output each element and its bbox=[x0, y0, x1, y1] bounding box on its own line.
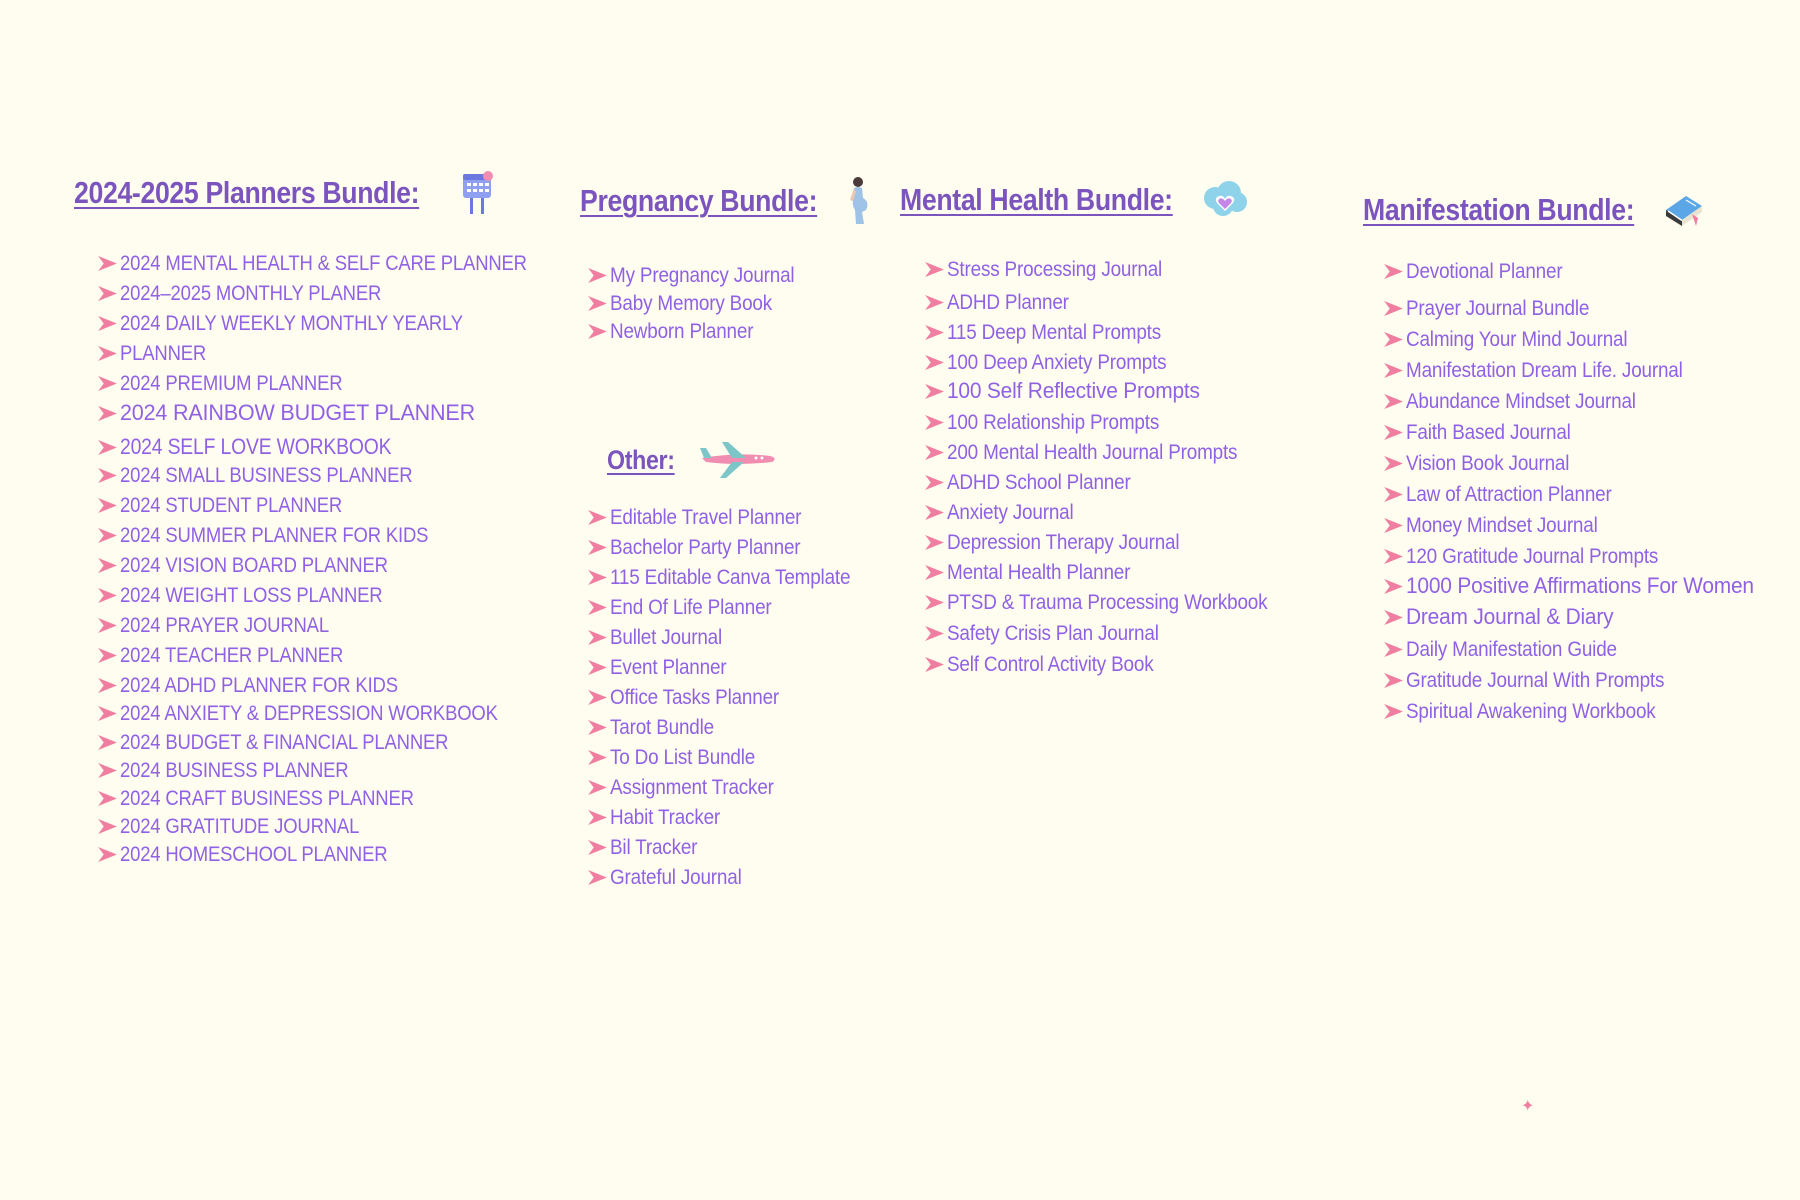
list-item: To Do List Bundle bbox=[588, 746, 877, 776]
other-heading bbox=[607, 440, 877, 480]
arrow-bullet-icon bbox=[588, 750, 607, 765]
arrow-bullet-icon bbox=[98, 618, 117, 633]
arrow-bullet-icon bbox=[588, 510, 607, 525]
list-item: Tarot Bundle bbox=[588, 716, 877, 746]
list-item: Daily Manifestation Guide bbox=[1384, 638, 1772, 669]
arrow-bullet-icon bbox=[98, 847, 117, 862]
list-item: 1000 Positive Affirmations For Women bbox=[1384, 573, 1772, 604]
list-item: Office Tasks Planner bbox=[588, 686, 877, 716]
list-item: Stress Processing Journal bbox=[925, 258, 1303, 291]
arrow-bullet-icon bbox=[98, 498, 117, 513]
list-item: 2024 PRAYER JOURNAL bbox=[98, 614, 582, 644]
arrow-bullet-icon bbox=[588, 324, 607, 339]
list-item: 115 Editable Canva Template bbox=[588, 566, 877, 596]
manifestation-bundle-heading bbox=[1363, 190, 1772, 230]
arrow-bullet-icon bbox=[588, 690, 607, 705]
list-item: Bullet Journal bbox=[588, 626, 877, 656]
list-item: Habit Tracker bbox=[588, 806, 877, 836]
sparkle-icon: ✦ bbox=[1521, 1098, 1535, 1115]
arrow-bullet-icon bbox=[1384, 610, 1403, 625]
arrow-bullet-icon bbox=[1384, 394, 1403, 409]
arrow-bullet-icon bbox=[588, 810, 607, 825]
list-item: Prayer Journal Bundle bbox=[1384, 297, 1772, 328]
arrow-bullet-icon bbox=[1384, 487, 1403, 502]
arrow-bullet-icon bbox=[1384, 579, 1403, 594]
list-item: 2024 VISION BOARD PLANNER bbox=[98, 554, 582, 584]
list-item: 100 Relationship Prompts bbox=[925, 411, 1303, 441]
list-item: 2024 SELF LOVE WORKBOOK bbox=[98, 434, 582, 464]
arrow-bullet-icon bbox=[588, 840, 607, 855]
arrow-bullet-icon bbox=[588, 296, 607, 311]
arrow-bullet-icon bbox=[98, 706, 117, 721]
list-item: Vision Book Journal bbox=[1384, 452, 1772, 483]
list-item: PLANNER bbox=[98, 342, 582, 372]
manifestation-bundle-list bbox=[1384, 260, 1772, 731]
list-item: 2024 DAILY WEEKLY MONTHLY YEARLY bbox=[98, 312, 582, 342]
arrow-bullet-icon bbox=[98, 316, 117, 331]
list-item: Calming Your Mind Journal bbox=[1384, 328, 1772, 359]
list-item: Manifestation Dream Life. Journal bbox=[1384, 359, 1772, 390]
arrow-bullet-icon bbox=[925, 384, 944, 399]
arrow-bullet-icon bbox=[925, 415, 944, 430]
pregnancy-bundle-section bbox=[580, 176, 872, 348]
arrow-bullet-icon bbox=[98, 468, 117, 483]
list-item: 100 Deep Anxiety Prompts bbox=[925, 351, 1303, 378]
list-item: 100 Self Reflective Prompts bbox=[925, 378, 1303, 411]
arrow-bullet-icon bbox=[925, 565, 944, 580]
planners-bundle-heading bbox=[74, 170, 582, 216]
arrow-bullet-icon bbox=[1384, 549, 1403, 564]
list-item: Devotional Planner bbox=[1384, 260, 1772, 297]
arrow-bullet-icon bbox=[925, 475, 944, 490]
arrow-bullet-icon bbox=[98, 819, 117, 834]
list-item: Bil Tracker bbox=[588, 836, 877, 866]
manifestation-bundle-section bbox=[1363, 190, 1772, 731]
list-item: 2024 GRATITUDE JOURNAL bbox=[98, 815, 582, 843]
arrow-bullet-icon bbox=[588, 630, 607, 645]
list-item: Baby Memory Book bbox=[588, 292, 872, 320]
planners-bundle-title: 2024-2025 Planners Bundle: bbox=[74, 175, 420, 210]
book-icon bbox=[1662, 190, 1706, 230]
arrow-bullet-icon bbox=[588, 870, 607, 885]
list-item: My Pregnancy Journal bbox=[588, 264, 872, 292]
arrow-bullet-icon bbox=[1384, 642, 1403, 657]
list-item: Faith Based Journal bbox=[1384, 421, 1772, 452]
list-item: 2024 TEACHER PLANNER bbox=[98, 644, 582, 674]
arrow-bullet-icon bbox=[1384, 301, 1403, 316]
arrow-bullet-icon bbox=[98, 648, 117, 663]
list-item: 2024 SMALL BUSINESS PLANNER bbox=[98, 464, 582, 494]
arrow-bullet-icon bbox=[925, 535, 944, 550]
list-item: 2024 HOMESCHOOL PLANNER bbox=[98, 843, 582, 871]
arrow-bullet-icon bbox=[98, 376, 117, 391]
list-item: 2024 ADHD PLANNER FOR KIDS bbox=[98, 674, 582, 702]
arrow-bullet-icon bbox=[588, 268, 607, 283]
arrow-bullet-icon bbox=[1384, 363, 1403, 378]
list-item: 2024 ANXIETY & DEPRESSION WORKBOOK bbox=[98, 702, 582, 731]
arrow-bullet-icon bbox=[588, 570, 607, 585]
list-item: 120 Gratitude Journal Prompts bbox=[1384, 545, 1772, 573]
list-item: 2024 RAINBOW BUDGET PLANNER bbox=[98, 400, 582, 434]
list-item: Self Control Activity Book bbox=[925, 653, 1303, 683]
list-item: Law of Attraction Planner bbox=[1384, 483, 1772, 514]
list-item: Grateful Journal bbox=[588, 866, 877, 896]
arrow-bullet-icon bbox=[98, 791, 117, 806]
planners-bundle-section bbox=[74, 170, 582, 871]
list-item: Editable Travel Planner bbox=[588, 506, 877, 536]
list-item: PTSD & Trauma Processing Workbook bbox=[925, 591, 1303, 622]
arrow-bullet-icon bbox=[98, 763, 117, 778]
airplane-icon bbox=[698, 440, 778, 480]
planner-stand-icon bbox=[461, 170, 495, 216]
list-item: Money Mindset Journal bbox=[1384, 514, 1772, 545]
list-item: Abundance Mindset Journal bbox=[1384, 390, 1772, 421]
arrow-bullet-icon bbox=[98, 346, 117, 361]
arrow-bullet-icon bbox=[98, 440, 117, 455]
pregnancy-bundle-heading bbox=[580, 176, 872, 226]
arrow-bullet-icon bbox=[588, 600, 607, 615]
arrow-bullet-icon bbox=[1384, 425, 1403, 440]
arrow-bullet-icon bbox=[588, 720, 607, 735]
arrow-bullet-icon bbox=[98, 678, 117, 693]
manifestation-bundle-title: Manifestation Bundle: bbox=[1363, 192, 1635, 227]
arrow-bullet-icon bbox=[98, 735, 117, 750]
list-item: Gratitude Journal With Prompts bbox=[1384, 669, 1772, 700]
list-item: Dream Journal & Diary bbox=[1384, 604, 1772, 638]
arrow-bullet-icon bbox=[588, 540, 607, 555]
mental-health-bundle-section bbox=[900, 180, 1303, 683]
mental-health-bundle-list bbox=[925, 258, 1303, 683]
list-item: Depression Therapy Journal bbox=[925, 531, 1303, 561]
arrow-bullet-icon bbox=[925, 355, 944, 370]
arrow-bullet-icon bbox=[1384, 456, 1403, 471]
list-item: Anxiety Journal bbox=[925, 501, 1303, 531]
arrow-bullet-icon bbox=[925, 445, 944, 460]
heart-cloud-icon bbox=[1199, 180, 1249, 220]
list-item: ADHD Planner bbox=[925, 291, 1303, 321]
arrow-bullet-icon bbox=[1384, 264, 1403, 279]
arrow-bullet-icon bbox=[98, 558, 117, 573]
list-item: 2024 PREMIUM PLANNER bbox=[98, 372, 582, 400]
list-item: ADHD School Planner bbox=[925, 471, 1303, 501]
arrow-bullet-icon bbox=[925, 626, 944, 641]
arrow-bullet-icon bbox=[98, 256, 117, 271]
arrow-bullet-icon bbox=[1384, 704, 1403, 719]
list-item: Bachelor Party Planner bbox=[588, 536, 877, 566]
list-item: 2024 CRAFT BUSINESS PLANNER bbox=[98, 787, 582, 815]
list-item: 2024–2025 MONTHLY PLANER bbox=[98, 282, 582, 312]
list-item: Event Planner bbox=[588, 656, 877, 686]
arrow-bullet-icon bbox=[925, 657, 944, 672]
other-title: Other: bbox=[607, 444, 675, 475]
other-list bbox=[588, 506, 877, 896]
list-item: End Of Life Planner bbox=[588, 596, 877, 626]
list-item: 200 Mental Health Journal Prompts bbox=[925, 441, 1303, 471]
other-section bbox=[607, 440, 877, 896]
list-item: 2024 WEIGHT LOSS PLANNER bbox=[98, 584, 582, 614]
arrow-bullet-icon bbox=[98, 588, 117, 603]
mental-health-bundle-title: Mental Health Bundle: bbox=[900, 182, 1173, 217]
pregnancy-bundle-list bbox=[588, 264, 872, 348]
arrow-bullet-icon bbox=[588, 660, 607, 675]
pregnant-woman-icon bbox=[846, 176, 872, 226]
arrow-bullet-icon bbox=[98, 406, 117, 421]
arrow-bullet-icon bbox=[1384, 332, 1403, 347]
arrow-bullet-icon bbox=[588, 780, 607, 795]
arrow-bullet-icon bbox=[925, 505, 944, 520]
list-item: 2024 MENTAL HEALTH & SELF CARE PLANNER bbox=[98, 252, 582, 282]
arrow-bullet-icon bbox=[1384, 673, 1403, 688]
list-item: Safety Crisis Plan Journal bbox=[925, 622, 1303, 653]
mental-health-bundle-heading bbox=[900, 180, 1303, 220]
list-item: 2024 BUDGET & FINANCIAL PLANNER bbox=[98, 731, 582, 759]
arrow-bullet-icon bbox=[925, 262, 944, 277]
arrow-bullet-icon bbox=[98, 286, 117, 301]
list-item: 115 Deep Mental Prompts bbox=[925, 321, 1303, 351]
planners-bundle-list bbox=[98, 252, 582, 871]
list-item: 2024 BUSINESS PLANNER bbox=[98, 759, 582, 787]
arrow-bullet-icon bbox=[925, 325, 944, 340]
list-item: Newborn Planner bbox=[588, 320, 872, 348]
arrow-bullet-icon bbox=[1384, 518, 1403, 533]
arrow-bullet-icon bbox=[98, 528, 117, 543]
list-item: Spiritual Awakening Workbook bbox=[1384, 700, 1772, 731]
list-item: Assignment Tracker bbox=[588, 776, 877, 806]
pregnancy-bundle-title: Pregnancy Bundle: bbox=[580, 183, 818, 218]
list-item: Mental Health Planner bbox=[925, 561, 1303, 591]
arrow-bullet-icon bbox=[925, 595, 944, 610]
list-item: 2024 STUDENT PLANNER bbox=[98, 494, 582, 524]
arrow-bullet-icon bbox=[925, 295, 944, 310]
list-item: 2024 SUMMER PLANNER FOR KIDS bbox=[98, 524, 582, 554]
